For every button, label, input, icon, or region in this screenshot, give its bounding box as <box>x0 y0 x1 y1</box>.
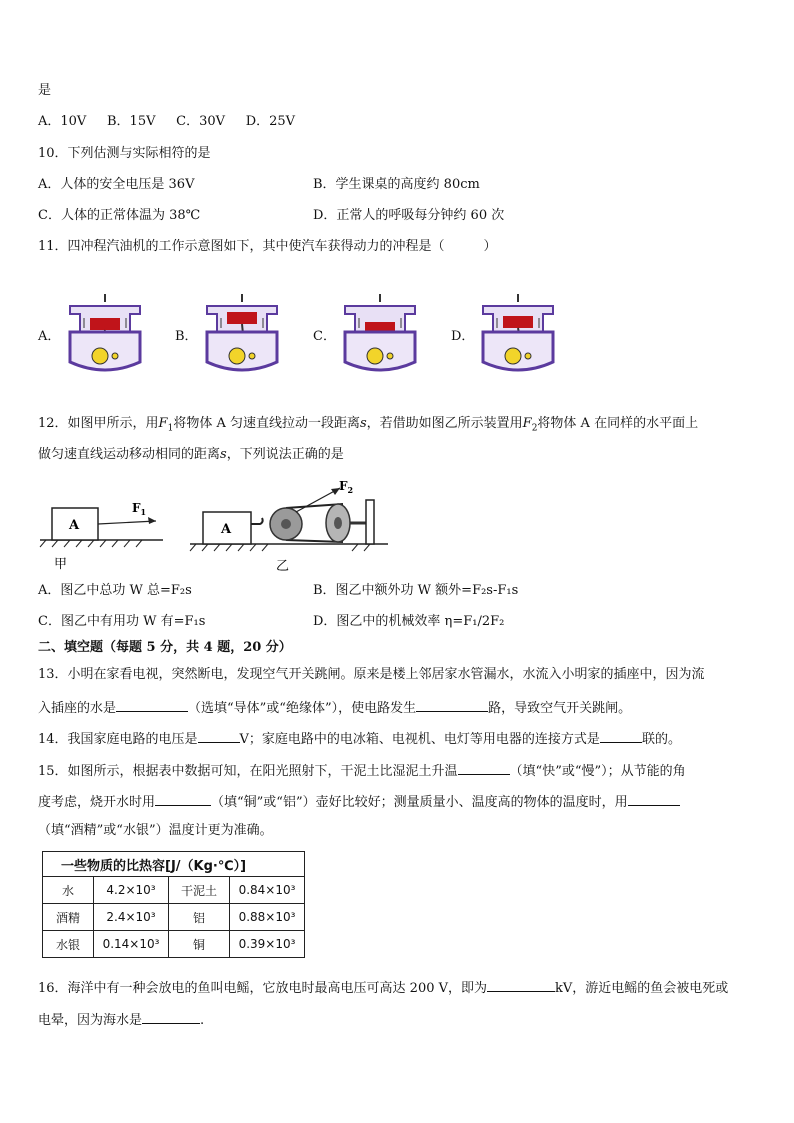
q11-label-b: B． <box>175 329 198 344</box>
q15-blank-2[interactable] <box>155 791 211 806</box>
engine-diagram-b <box>197 292 317 374</box>
table-row: 酒精 2.4×10³ 铝 0.88×10³ <box>43 904 305 931</box>
q14-blank-1[interactable] <box>198 728 240 743</box>
table-row: 水 4.2×10³ 干泥土 0.84×10³ <box>43 877 305 904</box>
engine-diagram-c <box>335 292 455 374</box>
q10-option-c: C．人体的正常体温为 38℃ <box>38 208 201 223</box>
q12-line1: 12．如图甲所示，用$F_1$将物体 A 匀速直线拉动一段距离s，若借助如图乙所示装置用$F_2$将物体 A 在同样的水平面上 <box>38 416 699 434</box>
q11-label-a: A． <box>38 329 61 344</box>
jia-label: 甲 <box>54 557 68 572</box>
q9-tail: 是 <box>38 83 52 98</box>
q16-blank-2[interactable] <box>142 1009 200 1024</box>
engine-diagram-d <box>473 292 593 374</box>
q12-option-c: C．图乙中有用功 W 有=F₁s <box>38 614 206 629</box>
q12-option-a: A．图乙中总功 W 总=F₂s <box>38 583 192 598</box>
q14-blank-2[interactable] <box>600 728 642 743</box>
q15-blank-3[interactable] <box>628 791 680 806</box>
q9-options <box>38 113 295 131</box>
yi-label: 乙 <box>276 559 290 572</box>
q16-line2: 电晕，因为海水是 . <box>38 1009 204 1030</box>
block-a-yi-label: A <box>221 522 232 537</box>
q12-option-d: D．图乙中的机械效率 η=F₁/2F₂ <box>313 614 505 629</box>
q9-option-b: B．15V <box>107 114 156 129</box>
q9-option-a: A．10V <box>38 114 87 129</box>
q14-line: 14．我国家庭电路的电压是 V；家庭电路中的电冰箱、电视机、电灯等用电器的连接方式是 联的。 <box>38 728 681 749</box>
q12-figure <box>38 476 388 572</box>
wall-post <box>366 500 374 544</box>
q13-blank-2[interactable] <box>416 697 488 712</box>
q10-option-a: A．人体的安全电压是 36V <box>38 177 195 192</box>
section-heading: 二、填空题（每题 5 分，共 4 题，20 分） <box>38 640 292 655</box>
q16-line1: 16．海洋中有一种会放电的鱼叫电鳐，它放电时最高电压可高达 200 V，即为 kV，游近电鳐的鱼会被电死或 <box>38 977 728 998</box>
q11-label-c: C． <box>313 329 336 344</box>
q10-option-b: B．学生课桌的高度约 80cm <box>313 177 480 192</box>
q9-option-c: C．30V <box>176 114 226 129</box>
q10-option-d: D．正常人的呼吸每分钟约 60 次 <box>313 208 505 223</box>
q11-label-d: D． <box>451 329 475 344</box>
q12-line2: 做匀速直线运动移动相同的距离s，下列说法正确的是 <box>38 447 344 462</box>
f1-arrow <box>98 521 156 524</box>
q11-stem: 11．四冲程汽油机的工作示意图如下，其中使汽车获得动力的冲程是（ ） <box>38 239 497 254</box>
hook <box>251 518 263 524</box>
q13-line1: 13．小明在家看电视，突然断电，发现空气开关跳闸。原来是楼上邻居家水管漏水，水流入小明家的插座中，因为流 <box>38 667 705 682</box>
q15-blank-1[interactable] <box>458 760 510 775</box>
q13-line2: 入插座的水是 （选填“导体”或“绝缘体”），使电路发生 路，导致空气开关跳闸。 <box>38 697 631 718</box>
f1-fig-label: $F_1$ <box>132 501 147 517</box>
q16-blank-1[interactable] <box>487 977 555 992</box>
q15-line1: 15．如图所示，根据表中数据可知，在阳光照射下，干泥土比湿泥土升温 （填“快”或“慢”）；从节能的角 <box>38 760 686 781</box>
table-header: 一些物质的比热容[J/（Kg·℃）] <box>43 852 305 877</box>
q15-line3: （填“酒精”或“水银”）温度计更为准确。 <box>38 823 273 838</box>
f2-fig-label: $F_2$ <box>339 479 354 495</box>
engine-diagram-a <box>60 292 180 374</box>
q10-stem: 10．下列估测与实际相符的是 <box>38 146 211 161</box>
q15-line2: 度考虑，烧开水时用 （填“铜”或“铝”）壶好比较好；测量质量小、温度高的物体的温度时，用 <box>38 791 680 812</box>
q13-blank-1[interactable] <box>116 697 188 712</box>
block-a-jia-label: A <box>69 518 80 533</box>
q12-option-b: B．图乙中额外功 W 额外=F₂s-F₁s <box>313 583 519 598</box>
table-row: 水银 0.14×10³ 铜 0.39×10³ <box>43 931 305 958</box>
specific-heat-table <box>42 851 305 958</box>
q9-option-d: D．25V <box>245 114 296 129</box>
